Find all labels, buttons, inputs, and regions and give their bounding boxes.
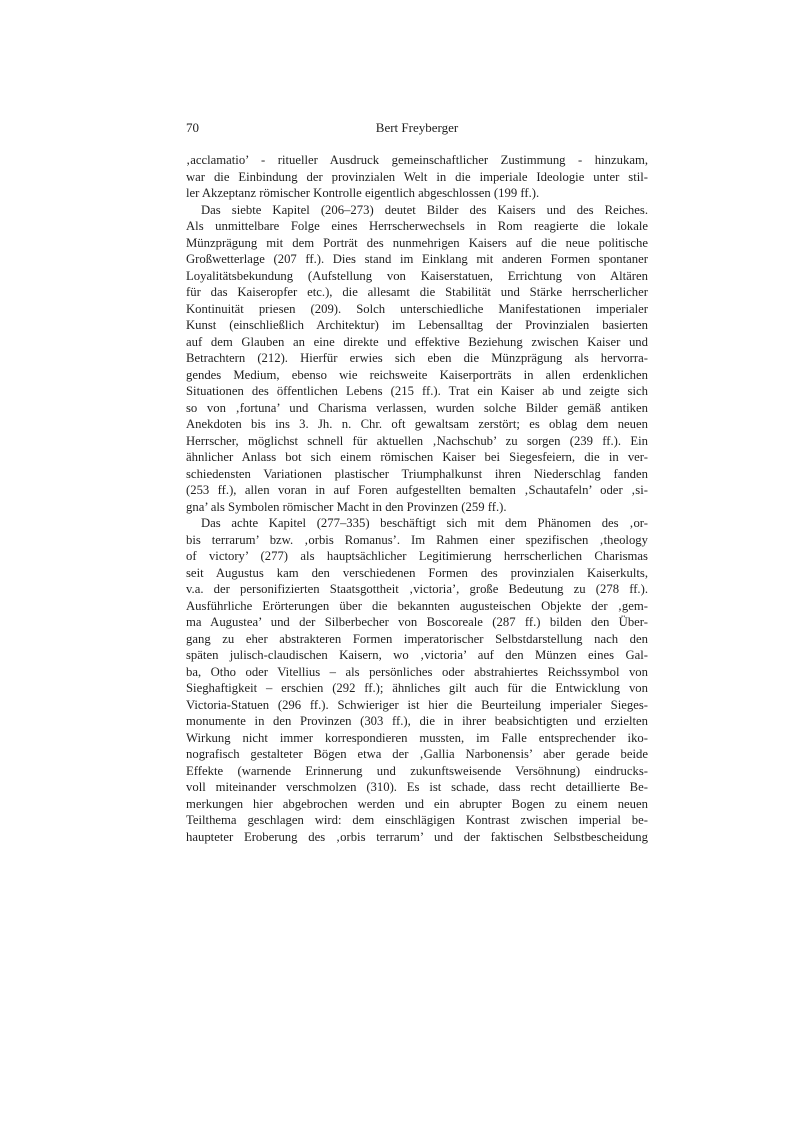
text-line: Sieghaftigkeit – erschien (292 ff.); ähnliches gilt auch für die Entwicklung von <box>186 681 648 695</box>
text-line: schiedensten Variationen plastischer Triumphalkunst ihren Niederschlag fanden <box>186 466 648 481</box>
text-line: Ausführliche Erörterungen über die bekannten augusteischen Objekte der ‚gem- <box>186 598 648 613</box>
text-line: bis terrarum’ bzw. ‚orbis Romanus’. Im Rahmen einer spezifischen ‚theology <box>186 532 648 547</box>
text-line: war die Einbindung der provinzialen Welt in die imperiale Ideologie unter stil- <box>186 169 648 184</box>
text-line: merkungen hier abgebrochen werden und ein abrupter Bogen zu einem neuen <box>186 796 648 811</box>
text-line: Victoria-Statuen (296 ff.). Schwieriger ist hier die Beurteilung imperialer Sieges- <box>186 697 648 712</box>
text-line: ba, Otho oder Vitellius – als persönliches oder abstrahiertes Reichssymbol von <box>186 664 648 679</box>
text-line: Teilthema geschlagen wird: dem einschlägigen Kontrast zwischen imperial be- <box>186 813 648 827</box>
text-line: Großwetterlage (207 ff.). Dies stand im Einklang mit anderen Formen spontaner <box>186 252 648 266</box>
text-line: Betrachtern (212). Hierfür erwies sich eben die Münzprägung als hervorra- <box>186 351 648 365</box>
text-line: ma Augustea’ und der Silberbecher von Boscoreale (287 ff.) bilden den Über- <box>186 615 648 629</box>
text-line: ähnlicher Anlass bot sich einem römischen Kaiser bei Siegesfeiern, die in ver- <box>186 450 648 464</box>
text-column <box>186 119 648 845</box>
text-line: gna’ als Symbolen römischer Macht in den Provinzen (259 ff.). <box>186 499 507 514</box>
text-line: so von ‚fortuna’ und Charisma verlassen, wurden solche Bilder gemäß antiken <box>186 400 648 415</box>
text-block <box>186 152 648 845</box>
page-number: 70 <box>186 120 199 135</box>
text-line: Herrscher, möglichst schnell für aktuellen ‚Nachschub’ zu sorgen (239 ff.). Ein <box>186 433 648 448</box>
text-line: Kunst (einschließlich Architektur) im Lebensalltag der Provinzialen basierten <box>186 318 648 332</box>
running-header <box>186 119 648 136</box>
text-line: Das achte Kapitel (277–335) beschäftigt sich mit dem Phänomen des ‚or- <box>201 516 648 530</box>
text-line: haupteter Eroberung des ‚orbis terrarum’ und der faktischen Selbstbescheidung <box>186 829 648 844</box>
text-line: v.a. der personifizierten Staatsgottheit ‚victoria’, große Bedeutung zu (278 ff.). <box>186 582 648 596</box>
text-line: Als unmittelbare Folge eines Herrscherwechsels in Rom reagierte die lokale <box>186 219 648 233</box>
text-line: Situationen des öffentlichen Lebens (215 ff.). Trat ein Kaiser ab und zeigte sich <box>186 384 648 398</box>
text-line: gang zu eher abstrakteren Formen imperatorischer Selbstdarstellung nach den <box>186 631 648 646</box>
text-line: (253 ff.), allen voran in auf Foren aufgestellten bemalten ‚Schautafeln’ oder ‚si- <box>186 483 648 497</box>
text-line: für das Kaiseropfer etc.), die allesamt die Stabilität und Stärke herrscherlicher <box>186 285 648 299</box>
text-line: nografisch gestalteter Bögen etwa der ‚Gallia Narbonensis’ aber gerade beide <box>186 747 648 761</box>
text-line: gendes Medium, ebenso wie reichsweite Kaiserporträts in allen erdenklichen <box>186 367 648 382</box>
text-line: Loyalitätsbekundung (Aufstellung von Kaiserstatuen, Errichtung von Altären <box>186 268 648 283</box>
text-line: Münzprägung mit dem Porträt des nunmehrigen Kaisers auf die neue politische <box>186 235 648 250</box>
text-line: seit Augustus kam den verschiedenen Formen des provinzialen Kaiserkults, <box>186 565 648 580</box>
text-line: Das siebte Kapitel (206–273) deutet Bilder des Kaisers und des Reiches. <box>201 202 648 217</box>
text-line: Anekdoten bis ins 3. Jh. n. Chr. oft gewaltsam zerstört; es oblag dem neuen <box>186 417 648 431</box>
text-line: Effekte (warnende Erinnerung und zukunftsweisende Versöhnung) eindrucks- <box>186 763 648 778</box>
text-line: ‚acclamatio’ - ritueller Ausdruck gemeinschaftlicher Zustimmung - hinzukam, <box>186 153 648 167</box>
text-line: Kontinuität priesen (209). Solch unterschiedliche Manifestationen imperialer <box>186 301 648 316</box>
text-line: monumente in den Provinzen (303 ff.), die in ihrer beabsichtigten und erzielten <box>186 714 648 728</box>
text-line: Wirkung nicht immer korrespondieren mussten, im Falle entsprechender iko- <box>186 730 648 745</box>
text-line: auf dem Glauben an eine direkte und effektive Beziehung zwischen Kaiser und <box>186 334 648 349</box>
running-title: Bert Freyberger <box>375 120 459 135</box>
text-line: of victory’ (277) als hauptsächlicher Legitimierung herrscherlichen Charismas <box>186 549 648 563</box>
text-line: ler Akzeptanz römischer Kontrolle eigentlich abgeschlossen (199 ff.). <box>186 186 540 200</box>
text-line: voll miteinander verschmolzen (310). Es ist schade, dass recht detaillierte Be- <box>186 780 648 794</box>
text-line: späten julisch-claudischen Kaisern, wo ‚victoria’ auf den Münzen eines Gal- <box>186 648 648 662</box>
